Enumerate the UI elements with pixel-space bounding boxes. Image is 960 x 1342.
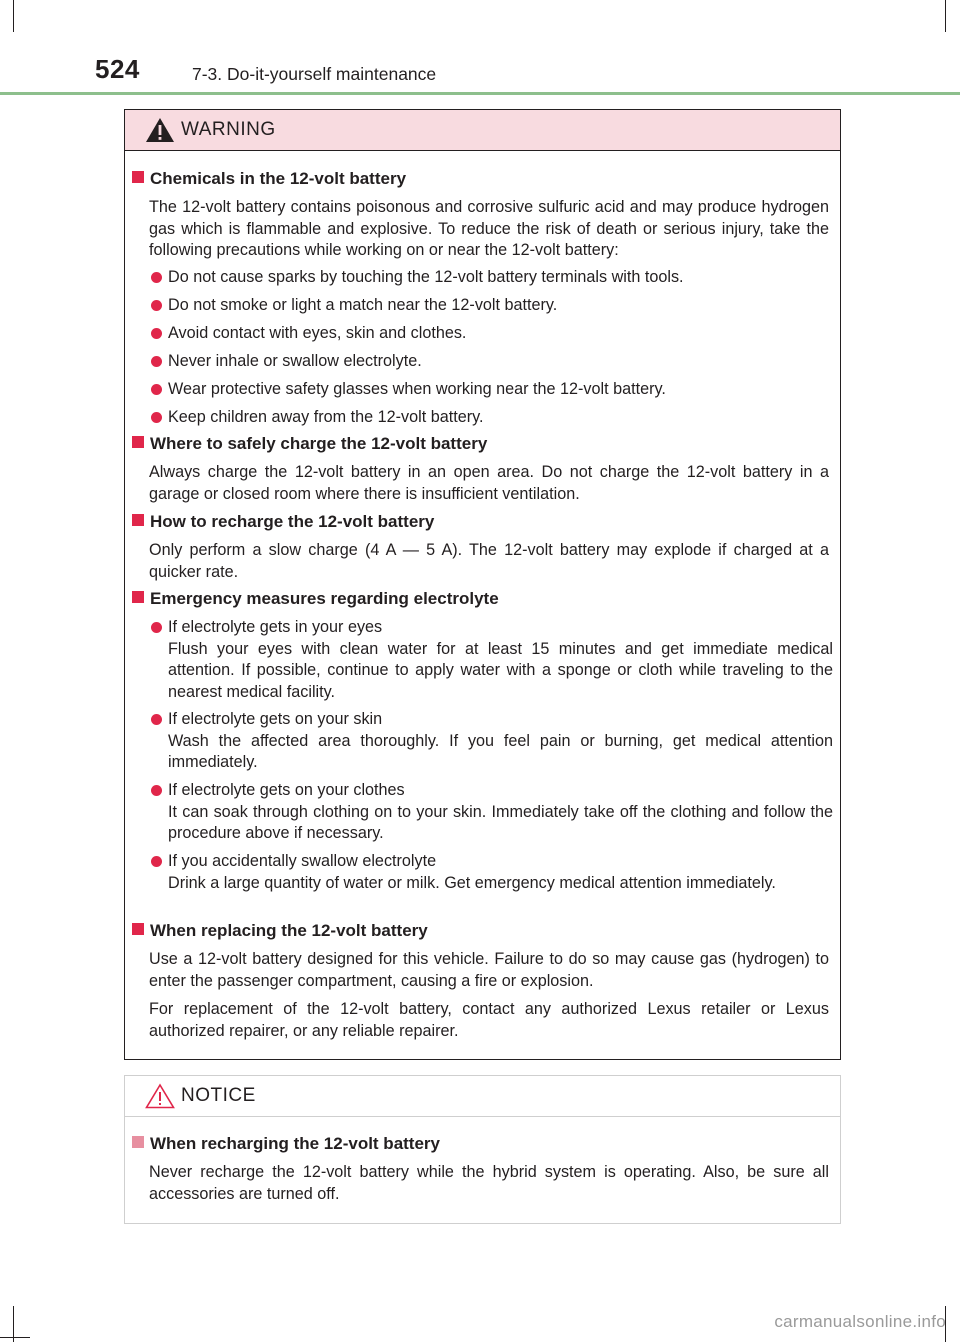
square-bullet-icon [132, 1136, 144, 1148]
bullet-dot-icon [151, 300, 162, 311]
notice-triangle-icon [145, 1083, 175, 1109]
bullet-item: Keep children away from the 12-volt battery. [151, 407, 833, 429]
square-bullet-icon [132, 436, 144, 448]
bullet-item: Wear protective safety glasses when working near the 12-volt battery. [151, 379, 833, 401]
paragraph: For replacement of the 12-volt battery, contact any authorized Lexus retailer or Lexus authorized repairer, or any reliable repairer. [149, 1000, 829, 1040]
section-heading: When recharging the 12-volt battery [132, 1134, 440, 1154]
crop-mark [945, 0, 946, 32]
bullet-dot-icon [151, 856, 162, 867]
section-heading: How to recharge the 12-volt battery [132, 512, 434, 532]
paragraph: The 12-volt battery contains poisonous and corrosive sulfuric acid and may produce hydrogen gas which is flammable and explosive. To reduce the risk of death or serious injury, take the following precautions while working on or near the 12-volt battery: [149, 198, 829, 259]
bullet-item: If electrolyte gets on your skin Wash the affected area thoroughly. If you feel pain or burning, get medical attention immediately. [151, 709, 833, 774]
bullet-dot-icon [151, 785, 162, 796]
crop-mark [13, 0, 14, 32]
paragraph: Only perform a slow charge (4 A — 5 A). The 12-volt battery may explode if charged at a quicker rate. [149, 541, 829, 581]
square-bullet-icon [132, 514, 144, 526]
warning-box [124, 109, 841, 1060]
warning-header [125, 110, 840, 151]
paragraph: Always charge the 12-volt battery in an open area. Do not charge the 12-volt battery in a garage or closed room where there is insufficient ventilation. [149, 463, 829, 503]
bullet-item: If you accidentally swallow electrolyte Drink a large quantity of water or milk. Get emergency medical attention immediately. [151, 851, 833, 894]
watermark: carmanualsonline.info [774, 1312, 946, 1331]
header-rule [0, 92, 960, 95]
bullet-dot-icon [151, 412, 162, 423]
bullet-dot-icon [151, 356, 162, 367]
square-bullet-icon [132, 171, 144, 183]
section-heading: Where to safely charge the 12-volt battery [132, 434, 487, 454]
notice-box [124, 1075, 841, 1224]
notice-label: NOTICE [181, 1085, 256, 1106]
paragraph: Never recharge the 12-volt battery while the hybrid system is operating. Also, be sure all accessories are turned off. [149, 1163, 829, 1203]
bullet-item: Never inhale or swallow electrolyte. [151, 351, 833, 373]
paragraph: Use a 12-volt battery designed for this vehicle. Failure to do so may cause gas (hydrogen) to enter the passenger compartment, causing a fire or explosion. [149, 950, 829, 990]
bullet-dot-icon [151, 272, 162, 283]
bullet-item: If electrolyte gets in your eyes Flush your eyes with clean water for at least 15 minutes and get immediate medical attention. If possible, continue to apply water with a sponge or cloth while traveling to the nearest medical facility. [151, 617, 833, 703]
bullet-item: Do not smoke or light a match near the 12-volt battery. [151, 295, 833, 317]
section-heading: Emergency measures regarding electrolyte [132, 589, 499, 609]
bullet-dot-icon [151, 328, 162, 339]
bullet-item: If electrolyte gets on your clothes It can soak through clothing on to your skin. Immediately take off the clothing and follow the procedure above if necessary. [151, 780, 833, 845]
warning-label: WARNING [181, 119, 276, 140]
bullet-dot-icon [151, 622, 162, 633]
square-bullet-icon [132, 923, 144, 935]
page-number: 524 [95, 54, 140, 84]
bullet-item: Avoid contact with eyes, skin and clothes. [151, 323, 833, 345]
bullet-item: Do not cause sparks by touching the 12-volt battery terminals with tools. [151, 267, 833, 289]
crop-mark [0, 1337, 30, 1338]
square-bullet-icon [132, 591, 144, 603]
section-heading: When replacing the 12-volt battery [132, 921, 428, 941]
section-title: 7-3. Do-it-yourself maintenance [192, 64, 437, 84]
warning-triangle-icon [145, 117, 175, 143]
section-heading: Chemicals in the 12-volt battery [132, 169, 406, 189]
bullet-dot-icon [151, 384, 162, 395]
notice-header [125, 1076, 840, 1117]
bullet-dot-icon [151, 714, 162, 725]
